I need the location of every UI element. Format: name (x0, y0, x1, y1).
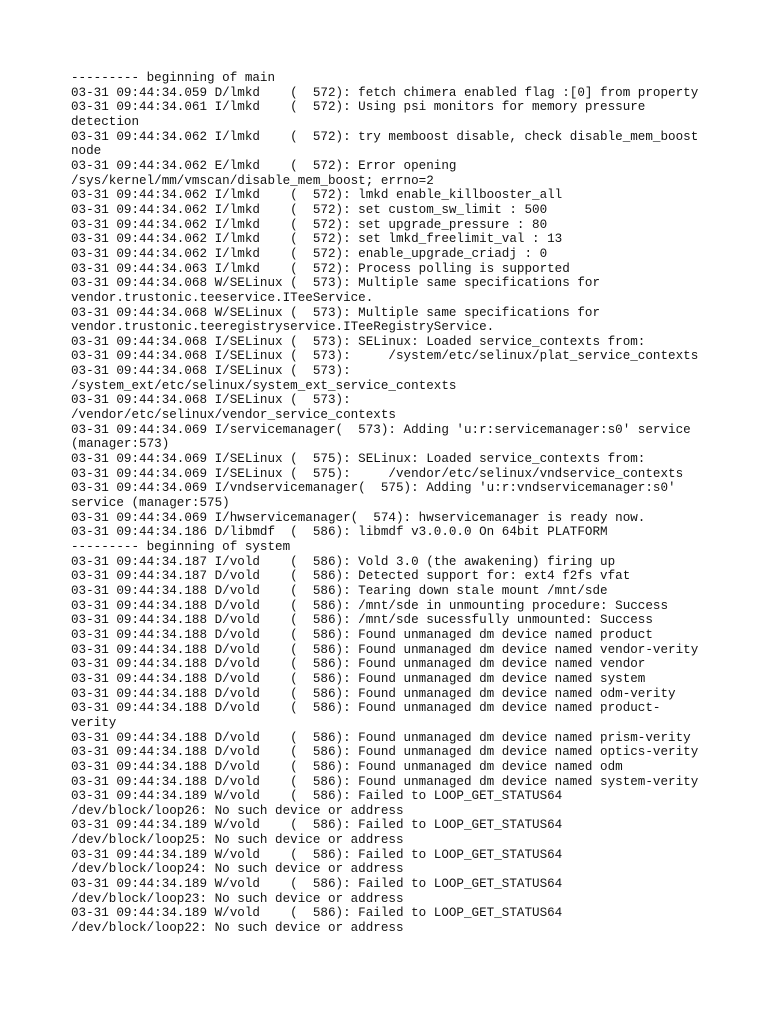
log-line: /dev/block/loop24: No such device or address (71, 862, 404, 877)
log-line: 03-31 09:44:34.189 W/vold ( 586): Failed to LOOP_GET_STATUS64 (71, 818, 563, 833)
log-line: 03-31 09:44:34.069 I/servicemanager( 573): Adding 'u:r:servicemanager:s0' service (71, 422, 691, 437)
log-line: service (manager:575) (71, 496, 230, 511)
log-line: /dev/block/loop23: No such device or address (71, 891, 404, 906)
log-line: 03-31 09:44:34.188 D/vold ( 586): Found unmanaged dm device named product (71, 627, 653, 642)
log-line: 03-31 09:44:34.068 I/SELinux ( 573): SELinux: Loaded service_contexts from: (71, 334, 646, 349)
log-line: 03-31 09:44:34.189 W/vold ( 586): Failed to LOOP_GET_STATUS64 (71, 906, 563, 921)
log-line: 03-31 09:44:34.188 D/vold ( 586): Found unmanaged dm device named optics-verity (71, 745, 699, 760)
log-line: 03-31 09:44:34.189 W/vold ( 586): Failed to LOOP_GET_STATUS64 (71, 847, 563, 862)
log-line: 03-31 09:44:34.059 D/lmkd ( 572): fetch chimera enabled flag :[0] from property (71, 85, 699, 100)
log-line: 03-31 09:44:34.189 W/vold ( 586): Failed to LOOP_GET_STATUS64 (71, 789, 563, 804)
log-line: 03-31 09:44:34.062 I/lmkd ( 572): lmkd enable_killbooster_all (71, 188, 563, 203)
log-line: 03-31 09:44:34.188 D/vold ( 586): /mnt/sde sucessfully unmounted: Success (71, 613, 653, 628)
log-section-header: --------- beginning of system (71, 540, 291, 554)
log-line: 03-31 09:44:34.068 I/SELinux ( 573): (71, 364, 351, 379)
log-line: 03-31 09:44:34.063 I/lmkd ( 572): Process polling is supported (71, 261, 570, 276)
log-line: 03-31 09:44:34.188 D/vold ( 586): Found unmanaged dm device named system-verity (71, 774, 699, 789)
log-line: node (71, 144, 102, 159)
log-line: 03-31 09:44:34.188 D/vold ( 586): /mnt/sde in unmounting procedure: Success (71, 598, 669, 613)
log-line: 03-31 09:44:34.189 W/vold ( 586): Failed to LOOP_GET_STATUS64 (71, 877, 563, 892)
log-line: /vendor/etc/selinux/vendor_service_contexts (71, 408, 396, 423)
log-line: 03-31 09:44:34.062 I/lmkd ( 572): try memboost disable, check disable_mem_boost (71, 129, 699, 144)
log-line: vendor.trustonic.teeservice.ITeeService. (71, 290, 374, 305)
log-line: 03-31 09:44:34.188 D/vold ( 586): Found unmanaged dm device named odm-verity (71, 686, 676, 701)
log-line: /dev/block/loop26: No such device or address (71, 803, 404, 818)
log-line: 03-31 09:44:34.188 D/vold ( 586): Found unmanaged dm device named vendor (71, 657, 646, 672)
log-output (71, 71, 731, 936)
log-line: 03-31 09:44:34.062 I/lmkd ( 572): set lmkd_freelimit_val : 13 (71, 232, 563, 247)
log-line: 03-31 09:44:34.062 I/lmkd ( 572): set upgrade_pressure : 80 (71, 217, 548, 232)
log-line: 03-31 09:44:34.069 I/hwservicemanager( 574): hwservicemanager is ready now. (71, 510, 646, 525)
log-line: (manager:573) (71, 437, 170, 452)
log-line: 03-31 09:44:34.068 W/SELinux ( 573): Multiple same specifications for (71, 276, 601, 291)
log-line: 03-31 09:44:34.068 I/SELinux ( 573): /system/etc/selinux/plat_service_contexts (71, 349, 699, 364)
log-line: 03-31 09:44:34.068 W/SELinux ( 573): Multiple same specifications for (71, 305, 601, 320)
log-line: 03-31 09:44:34.069 I/vndservicemanager( 575): Adding 'u:r:vndservicemanager:s0' (71, 481, 676, 496)
log-line: 03-31 09:44:34.069 I/SELinux ( 575): SELinux: Loaded service_contexts from: (71, 452, 646, 467)
log-line: 03-31 09:44:34.061 I/lmkd ( 572): Using psi monitors for memory pressure (71, 100, 646, 115)
log-line: 03-31 09:44:34.062 I/lmkd ( 572): set custom_sw_limit : 500 (71, 202, 548, 217)
log-line: /dev/block/loop25: No such device or address (71, 833, 404, 848)
log-line: 03-31 09:44:34.068 I/SELinux ( 573): (71, 393, 351, 408)
log-line: verity (71, 715, 117, 730)
log-line: vendor.trustonic.teeregistryservice.ITeeRegistryService. (71, 320, 495, 335)
log-line: 03-31 09:44:34.188 D/vold ( 586): Found unmanaged dm device named system (71, 671, 646, 686)
log-section-header: --------- beginning of main (71, 71, 276, 85)
log-line: 03-31 09:44:34.187 D/vold ( 586): Detected support for: ext4 f2fs vfat (71, 569, 631, 584)
log-line: 03-31 09:44:34.186 D/libmdf ( 586): libmdf v3.0.0.0 On 64bit PLATFORM (71, 525, 608, 540)
log-line: /dev/block/loop22: No such device or address (71, 921, 404, 936)
log-line: 03-31 09:44:34.188 D/vold ( 586): Found unmanaged dm device named vendor-verity (71, 642, 699, 657)
log-line: /system_ext/etc/selinux/system_ext_service_contexts (71, 378, 457, 393)
log-line: detection (71, 114, 140, 129)
log-line: 03-31 09:44:34.187 I/vold ( 586): Vold 3.0 (the awakening) firing up (71, 554, 616, 569)
log-line: 03-31 09:44:34.188 D/vold ( 586): Found unmanaged dm device named prism-verity (71, 730, 691, 745)
log-line: 03-31 09:44:34.062 E/lmkd ( 572): Error opening (71, 158, 457, 173)
log-line: 03-31 09:44:34.062 I/lmkd ( 572): enable_upgrade_criadj : 0 (71, 246, 548, 261)
log-line: 03-31 09:44:34.188 D/vold ( 586): Tearing down stale mount /mnt/sde (71, 583, 608, 598)
log-line: 03-31 09:44:34.069 I/SELinux ( 575): /vendor/etc/selinux/vndservice_contexts (71, 466, 684, 481)
log-line: 03-31 09:44:34.188 D/vold ( 586): Found unmanaged dm device named odm (71, 759, 623, 774)
log-line: 03-31 09:44:34.188 D/vold ( 586): Found unmanaged dm device named product- (71, 701, 661, 716)
log-line: /sys/kernel/mm/vmscan/disable_mem_boost; errno=2 (71, 173, 434, 188)
